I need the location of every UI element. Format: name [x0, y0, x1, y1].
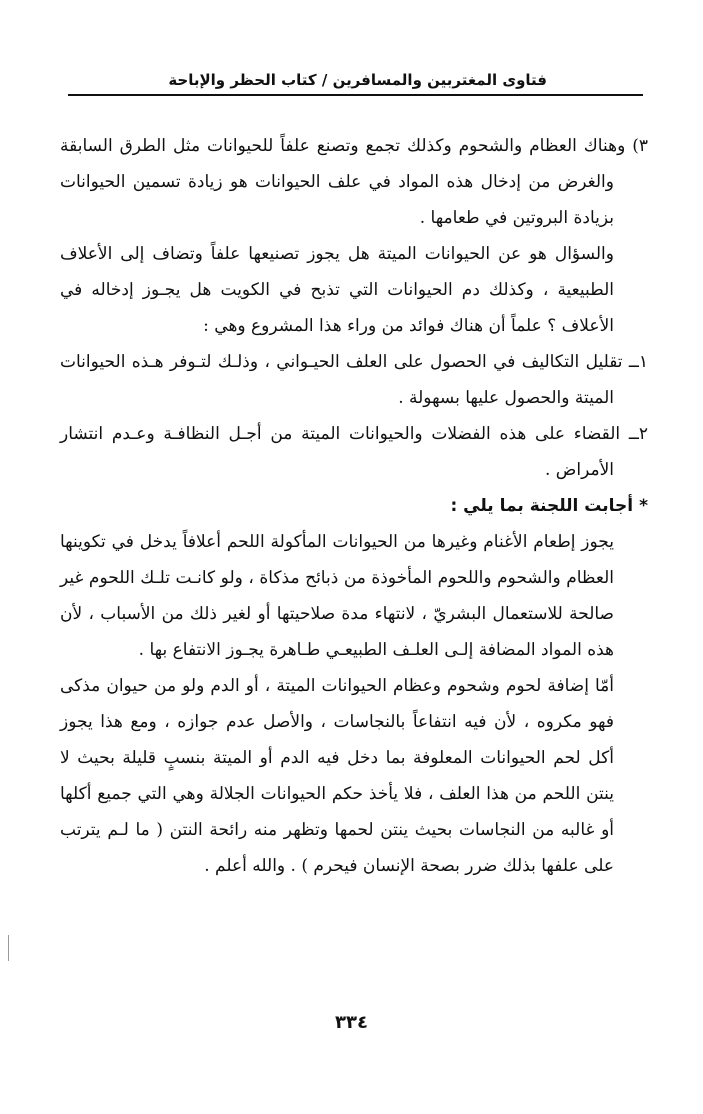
list-item-1: ١ــ تقليل التكاليف في الحصول على العلف الحيـواني ، وذلـك لتـوفر هـذه الحيوانات الميتة والحصول عليها بسهولة .: [60, 352, 648, 408]
running-header: [68, 70, 643, 96]
paragraph-question: والسؤال هو عن الحيوانات الميتة هل يجوز تصنيعها علفاً وتضاف إلى الأعلاف الطبيعية ، وكذلك دم الحيوانات التي تذبح في الكويت هل يجـوز إدخاله في الأعلاف ؟ علماً أن هناك فوائد من وراء هذا المشروع وهي :: [60, 244, 614, 336]
page-number: ٣٣٤: [335, 1012, 368, 1033]
answer-heading-text: أجابت اللجنة بما يلي :: [450, 496, 634, 516]
body-text: [60, 128, 648, 884]
header-rule: [68, 94, 643, 96]
answer-heading: [60, 488, 648, 524]
answer-paragraph-1: يجوز إطعام الأغنام وغيرها من الحيوانات المأكولة اللحم أعلافاً يدخل في تكوينها العظام والشحوم واللحوم المأخوذة من ذبائح مذكاة ، ولو كانـت تلـك اللحوم غير صالحة للاستعمال البشريّ ، لانتهاء مدة صلاحيتها أو لغير ذلك من الأسباب ، لأن هذه المواد المضافة إلـى العلـف الطبيعـي طـاهرة يجـوز الانتفاع بها .: [60, 532, 614, 660]
list-item-2: ٢ــ القضاء على هذه الفضلات والحيوانات الميتة من أجـل النظافـة وعـدم انتشار الأمراض .: [60, 424, 648, 480]
answer-paragraph-2: أمّا إضافة لحوم وشحوم وعظام الحيوانات الميتة ، أو الدم ولو من حيوان مذكى فهو مكروه ، لأن فيه انتفاعاً بالنجاسات ، والأصل عدم جوازه ، ومع هذا يجوز أكل لحم الحيوانات المعلوفة بما دخل فيه الدم أو الميتة بنسبٍ قليلة بحيث لا ينتن اللحم من هذا العلف ، فلا يأخذ حكم الحيوانات الجلالة وهي التي جميع أكلها أو غالبه من النجاسات بحيث ينتن لحمها وتظهر منه رائحة النتن ( ما لـم يترتب على علفها بذلك ضرر بصحة الإنسان فيحرم ) . والله أعلم .: [60, 676, 615, 876]
bullet-star-icon: *: [639, 496, 648, 516]
paragraph-item-3: ٣) وهناك العظام والشحوم وكذلك تجمع وتصنع علفاً للحيوانات مثل الطرق السابقة والغرض من إدخال هذه المواد في علف الحيوانات هو زيادة تسمين الحيوانات بزيادة البروتين في طعامها .: [60, 136, 648, 228]
header-title: فتاوى المغتربين والمسافرين / كتاب الحظر والإباحة: [168, 71, 547, 89]
scan-margin-mark: [8, 935, 9, 961]
